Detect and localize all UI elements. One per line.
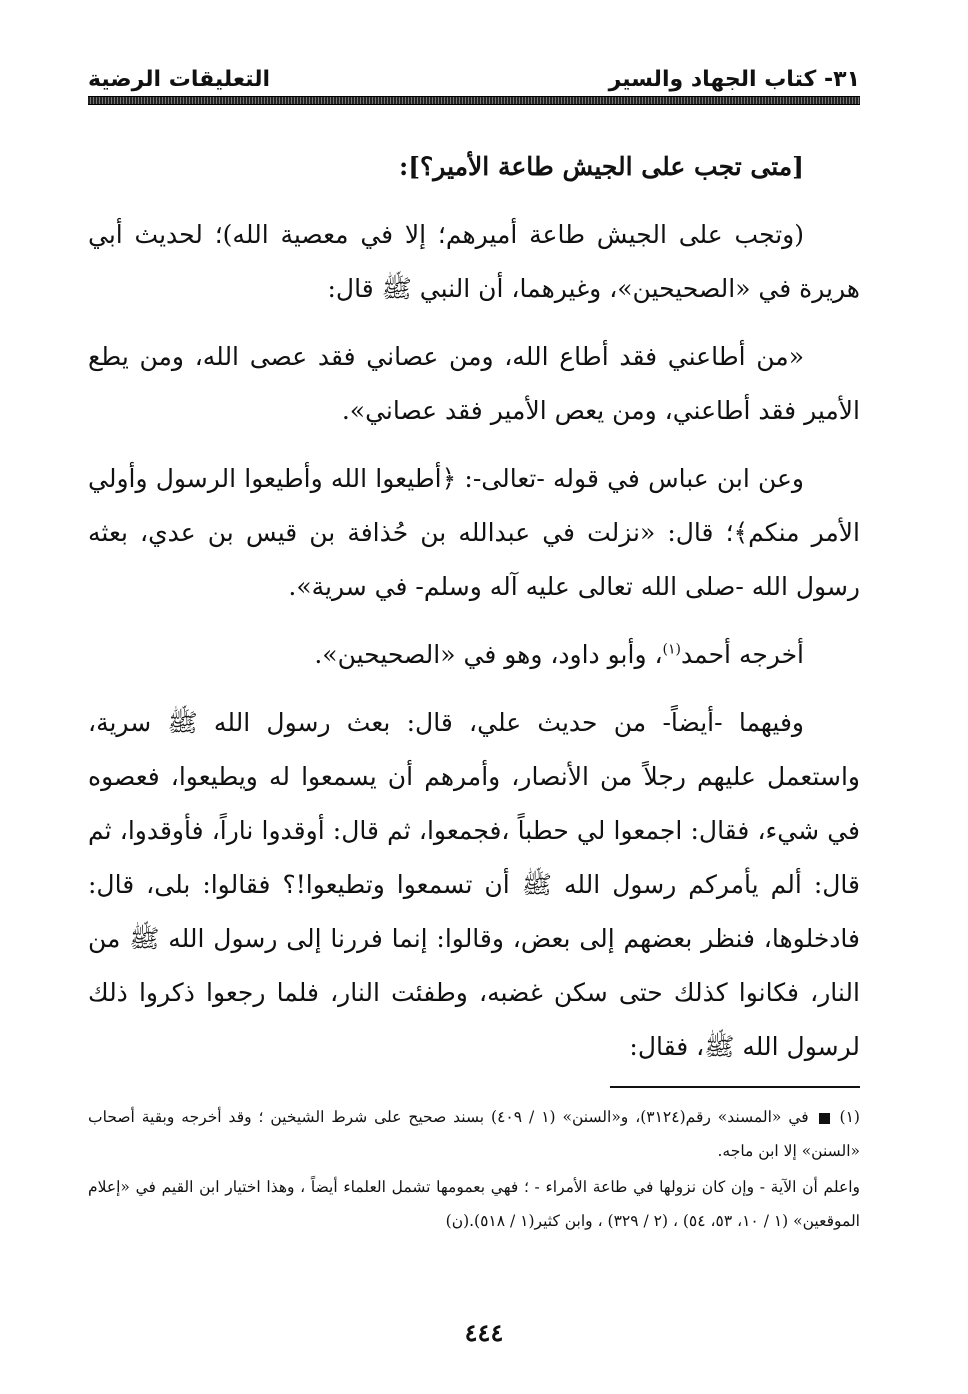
paragraph-5: وفيهما -أيضاً- من حديث علي، قال: بعث رسول الله ﷺ سرية، واستعمل عليهم رجلاً من الأنصار، وأمرهم أن يسمعوا له ويطيعوا، فعصوه في شيء، فقال: اجمعوا لي حطباً ،فجمعوا، ثم قال: أوقدوا ناراً، فأوقدوا، ثم قال: ألم يأمركم رسول الله ﷺ أن تسمعوا وتطيعوا!؟ فقالوا: بلى، قال: فادخلوها، فنظر بعضهم إلى بعض، وقالوا: إنما فررنا إلى رسول الله ﷺ من النار، فكانوا كذلك حتى سكن غضبه، وطفئت النار، فلما رجعوا ذكروا ذلك لرسول الله ﷺ، فقال: (88, 708, 860, 1061)
paragraph-4-start: أخرجه أحمد (681, 640, 804, 669)
book-title: التعليقات الرضية (88, 67, 271, 92)
footnote-ref-1: (١) (662, 641, 682, 658)
paragraph-1: (وتجب على الجيش طاعة أميرهم؛ إلا في معصية الله)؛ لحديث أبي هريرة في «الصحيحين»، وغيرهما، أن النبي ﷺ قال: (88, 220, 860, 303)
section-heading: [متى تجب على الجيش طاعة الأمير؟]: (398, 152, 804, 181)
footnote-1-text: في «المسند» رقم(٣١٢٤)، و«السنن» (١ / ٤٠٩) بسند صحيح على شرط الشيخين ؛ وقد أخرجه وبقية أصحاب «السنن» إلا ابن ماجه. (88, 1108, 860, 1160)
paragraph-4 (88, 628, 860, 682)
footnote-1 (88, 1100, 860, 1168)
header-rule (88, 96, 860, 105)
paragraph-3: وعن ابن عباس في قوله -تعالى-: ﴿أطيعوا الله وأطيعوا الرسول وأولي الأمر منكم﴾؛ قال: «نزلت في عبدالله بن حُذافة بن قيس بن عدي، بعثه رسول الله -صلى الله تعالى عليه آله وسلم- في سرية». (88, 464, 860, 601)
paragraph-2: «من أطاعني فقد أطاع الله، ومن عصاني فقد عصى الله، ومن يطع الأمير فقد أطاعني، ومن يعص الأمير فقد عصاني». (88, 342, 860, 425)
footnotes (88, 1100, 860, 1240)
page-number: ٤٤٤ (464, 1318, 504, 1347)
chapter-title: ٣١- كتاب الجهاد والسير (608, 67, 860, 92)
footnote-1-number: (١) (839, 1108, 860, 1126)
square-mark-icon (819, 1113, 830, 1124)
running-header (88, 58, 860, 92)
footnote-2: واعلم أن الآية - وإن كان نزولها في طاعة الأمراء - ؛ فهي بعمومها تشمل العلماء أيضاً ، وهذا اختيار ابن القيم في «إعلام الموقعين» (١ / ١٠، ٥٣، ٥٤) ، (٢ / ٣٢٩) ، وابن كثير(١ / ٥١٨).(ن) (88, 1178, 860, 1230)
main-text (88, 140, 860, 1088)
footnote-separator (610, 1086, 860, 1088)
paragraph-4-end: ، وأبو داود، وهو في «الصحيحين». (314, 640, 663, 669)
